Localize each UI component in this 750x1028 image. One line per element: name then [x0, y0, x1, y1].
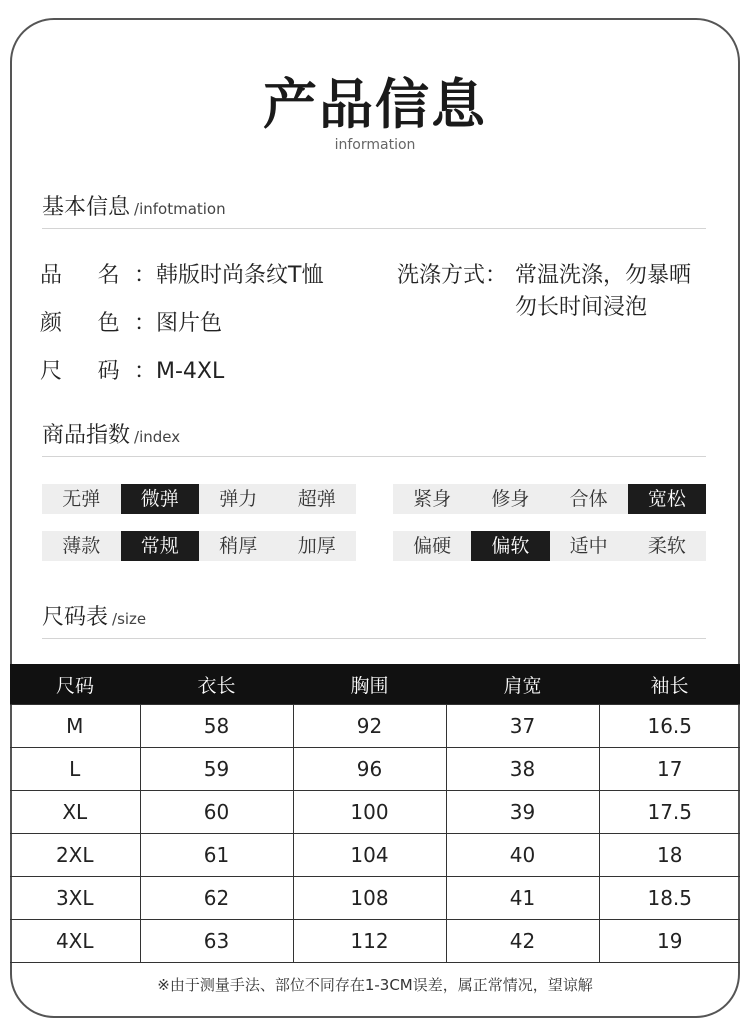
- table-cell: 18: [599, 834, 740, 877]
- scale-option: 超弹: [297, 488, 336, 510]
- table-cell: 38: [446, 748, 599, 791]
- scale-option: 常规: [121, 531, 200, 561]
- table-cell: 100: [293, 791, 446, 834]
- divider: [42, 456, 706, 457]
- table-row: [10, 877, 740, 920]
- index-heading: [42, 418, 180, 449]
- table-cell: 17: [599, 748, 740, 791]
- wash-method-line2: 勿长时间浸泡: [515, 295, 648, 320]
- table-cell: L: [10, 748, 140, 791]
- product-size-row: [40, 354, 224, 385]
- size-chart-title: 尺码表: [42, 605, 109, 630]
- table-cell: 4XL: [10, 920, 140, 963]
- table-row: [10, 791, 740, 834]
- product-name-label: 品 名：: [40, 263, 156, 288]
- wash-method-line1: 常温洗涤，勿暴晒: [515, 263, 692, 288]
- divider: [42, 638, 706, 639]
- table-cell: 63: [140, 920, 293, 963]
- index-title-en: /index: [134, 428, 181, 446]
- index-title: 商品指数: [42, 423, 131, 448]
- page-subtitle: information: [334, 137, 416, 153]
- table-cell: 3XL: [10, 877, 140, 920]
- thickness-scale: [42, 531, 356, 561]
- elasticity-scale: [42, 484, 356, 514]
- basic-info-title: 基本信息: [42, 195, 131, 220]
- basic-info-title-en: /infotmation: [134, 200, 226, 218]
- scale-option: 偏硬: [413, 535, 452, 557]
- scale-option: 紧身: [413, 488, 452, 510]
- table-cell: 58: [140, 705, 293, 748]
- scale-option: 弹力: [219, 488, 258, 510]
- scale-option: 修身: [491, 488, 530, 510]
- scale-option: 宽松: [628, 484, 706, 514]
- scale-option: 柔软: [647, 535, 686, 557]
- table-cell: 39: [446, 791, 599, 834]
- product-name-row: [40, 258, 323, 289]
- column-header: 尺码: [10, 664, 140, 705]
- scale-option: 偏软: [471, 531, 549, 561]
- page-title: 产品信息: [263, 73, 487, 136]
- table-cell: 2XL: [10, 834, 140, 877]
- table-cell: XL: [10, 791, 140, 834]
- table-header-row: [10, 664, 740, 705]
- table-cell: 92: [293, 705, 446, 748]
- table-cell: 61: [140, 834, 293, 877]
- basic-info-heading: [42, 190, 226, 221]
- table-cell: 17.5: [599, 791, 740, 834]
- table-cell: 37: [446, 705, 599, 748]
- product-name-value: 韩版时尚条纹T恤: [156, 263, 324, 288]
- table-row: [10, 705, 740, 748]
- table-cell: 104: [293, 834, 446, 877]
- table-cell: M: [10, 705, 140, 748]
- column-header: 肩宽: [446, 664, 599, 705]
- table-cell: 41: [446, 877, 599, 920]
- column-header: 胸围: [293, 664, 446, 705]
- size-table: [10, 664, 740, 963]
- table-cell: 42: [446, 920, 599, 963]
- table-cell: 16.5: [599, 705, 740, 748]
- product-color-value: 图片色: [156, 311, 223, 336]
- divider: [42, 228, 706, 229]
- wash-method-label: 洗涤方式：: [397, 263, 508, 288]
- table-row: [10, 920, 740, 963]
- table-row: [10, 748, 740, 791]
- size-chart-heading: [42, 600, 146, 631]
- scale-option: 薄款: [62, 535, 101, 557]
- table-cell: 19: [599, 920, 740, 963]
- table-cell: 40: [446, 834, 599, 877]
- scale-option: 合体: [569, 488, 608, 510]
- table-cell: 112: [293, 920, 446, 963]
- size-chart-title-en: /size: [112, 610, 147, 628]
- fit-scale: [393, 484, 706, 514]
- scale-option: 微弹: [121, 484, 200, 514]
- scale-option: 适中: [569, 535, 608, 557]
- table-cell: 59: [140, 748, 293, 791]
- column-header: 衣长: [140, 664, 293, 705]
- scale-option: 稍厚: [219, 535, 258, 557]
- measurement-note: ※由于测量手法、部位不同存在1-3CM误差，属正常情况，望谅解: [157, 976, 593, 994]
- product-color-label: 颜 色：: [40, 311, 156, 336]
- table-cell: 96: [293, 748, 446, 791]
- scale-option: 加厚: [297, 535, 336, 557]
- table-cell: 18.5: [599, 877, 740, 920]
- table-cell: 60: [140, 791, 293, 834]
- product-color-row: [40, 306, 222, 337]
- column-header: 袖长: [599, 664, 740, 705]
- product-size-label: 尺 码：: [40, 359, 156, 384]
- product-size-value: M-4XL: [156, 359, 225, 384]
- scale-option: 无弹: [62, 488, 101, 510]
- softness-scale: [393, 531, 706, 561]
- table-cell: 62: [140, 877, 293, 920]
- table-row: [10, 834, 740, 877]
- table-cell: 108: [293, 877, 446, 920]
